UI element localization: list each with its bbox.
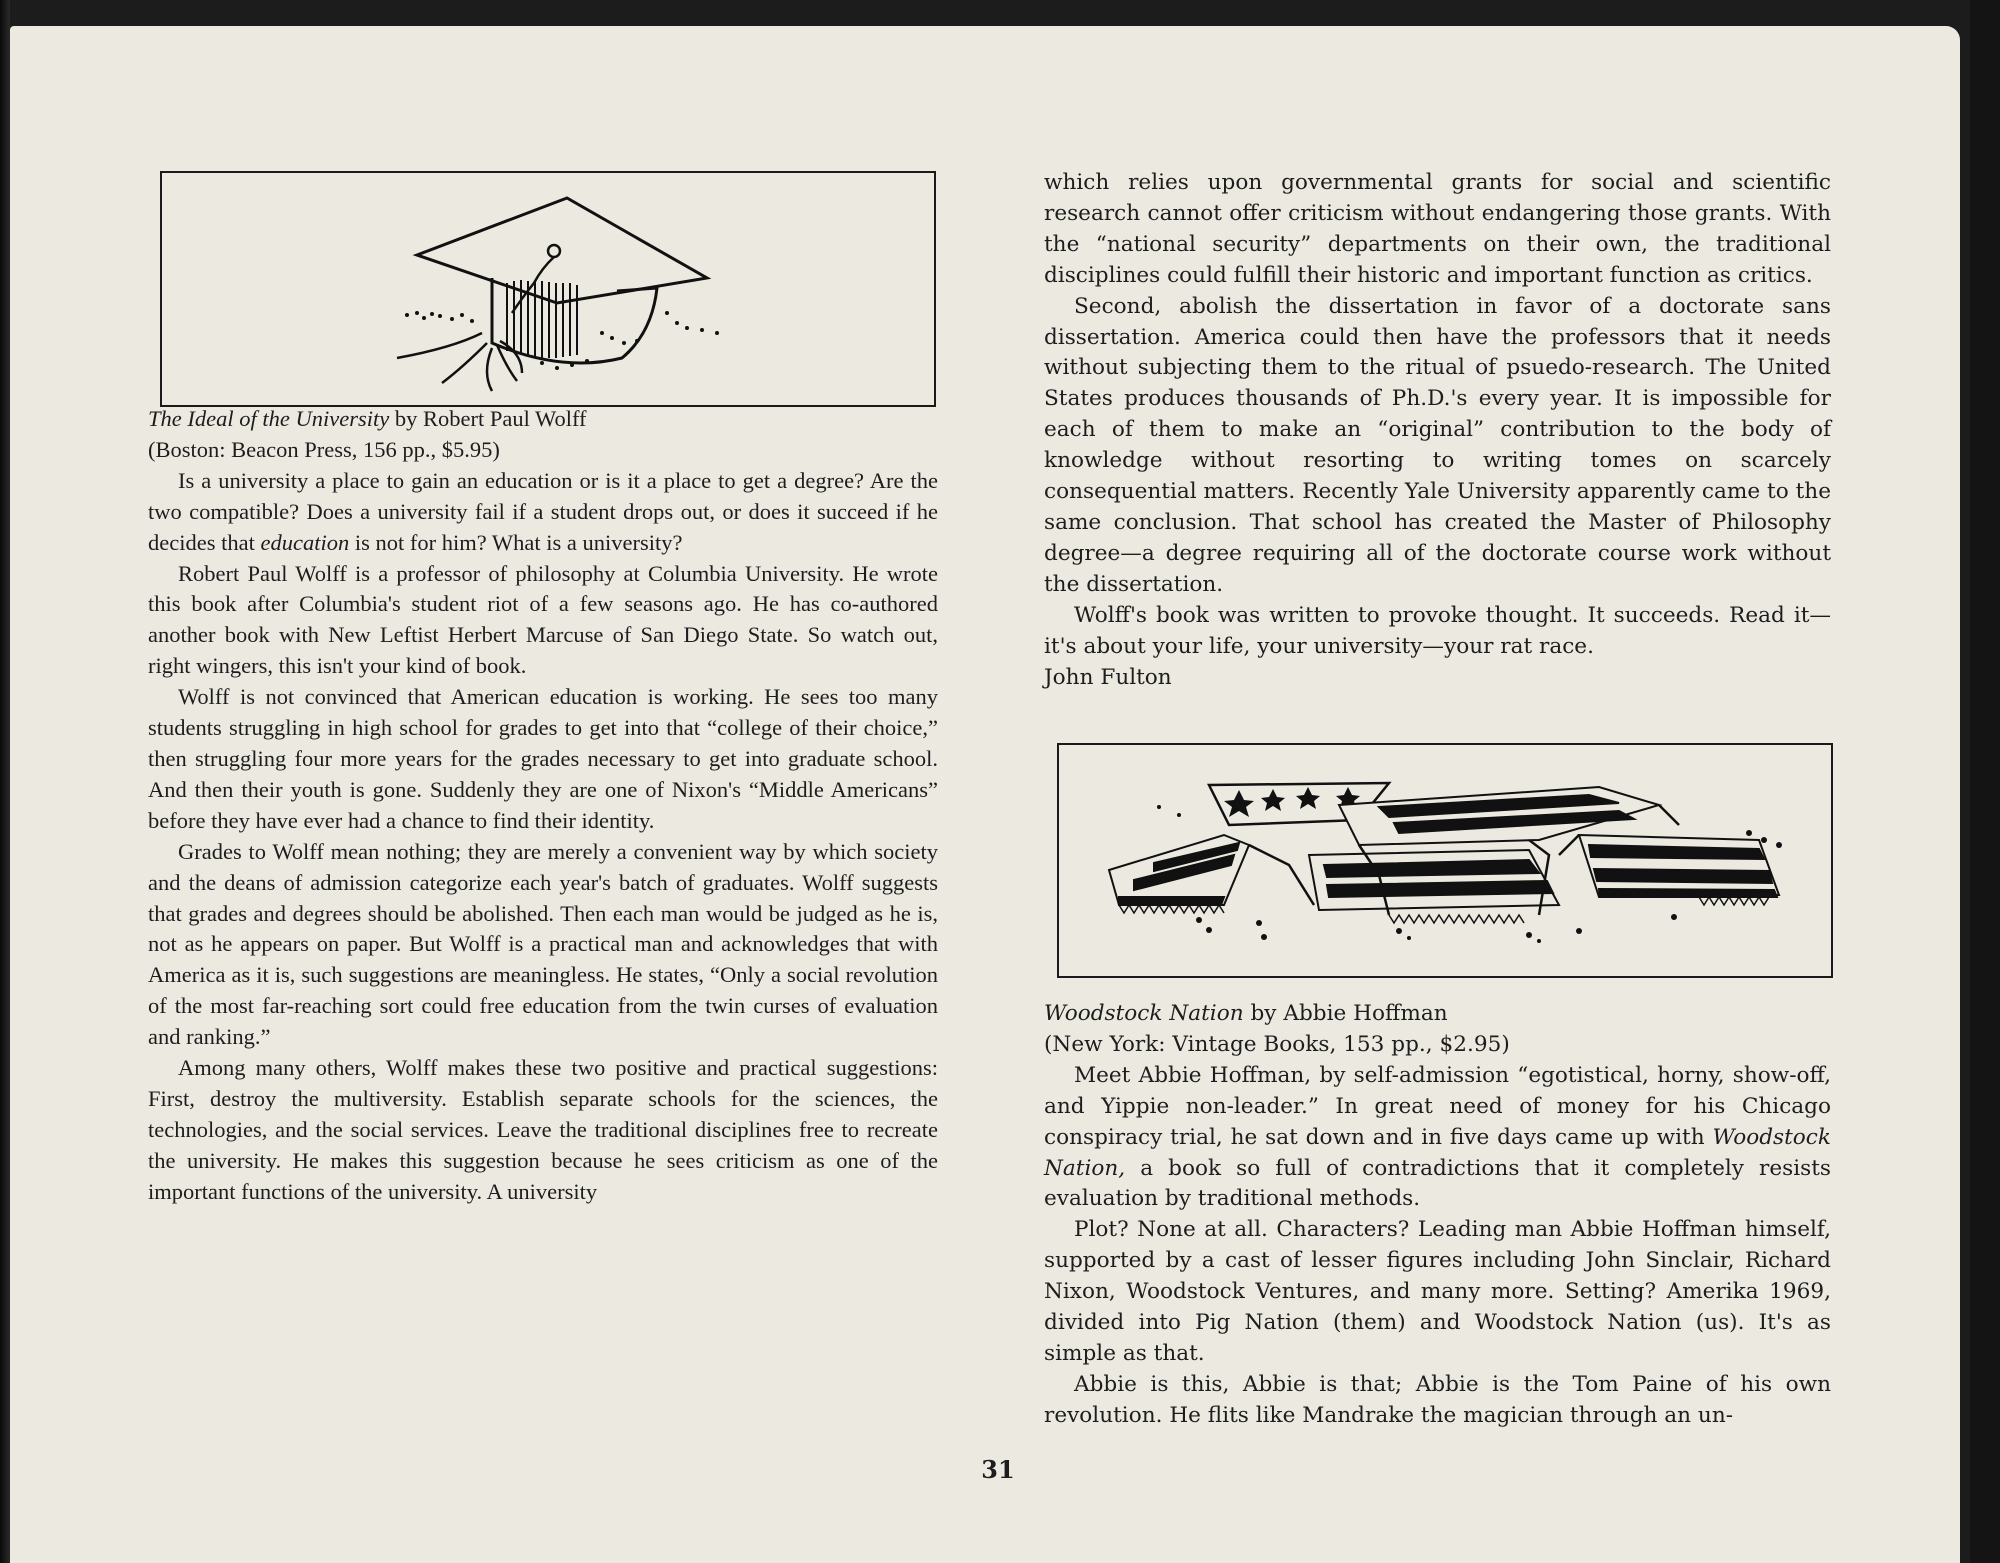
right-column-bottom — [1044, 999, 1831, 1432]
review1-signature: John Fulton — [1044, 664, 1172, 690]
review2-heading — [1044, 999, 1831, 1030]
review2-p1-text-b: a book so full of contradictions that it completely resists evaluation by traditional methods. — [1044, 1155, 1831, 1212]
review1-p1-text-b: is not for him? What is a university? — [349, 529, 683, 555]
review2-p1-emphasis: Woodstock Nation, — [1044, 1124, 1831, 1181]
torn-flag-illustration — [1057, 743, 1833, 978]
page-number: 31 — [981, 1455, 1015, 1484]
review2-p1-text-a: Meet Abbie Hoffman, by self-admission “egotistical, horny, show-off, and Yippie non-leader.” In great need of money for his Chicago conspiracy trial, he sat down and in five days came up with — [1044, 1062, 1831, 1150]
mortarboard-icon — [162, 173, 934, 405]
magazine-page — [10, 26, 1960, 1563]
review1-pubinfo: (Boston: Beacon Press, 156 pp., $5.95) — [148, 436, 500, 462]
review1-paragraph-5: Among many others, Wolff makes these two positive and practical suggestions: First, destroy the multiversity. Establish separate schools for the sciences, the technologies, and the social services. Leave the traditional disciplines free to recreate the university. He makes this suggestion because he sees criticism as one of the important functions of the university. A university — [148, 1055, 938, 1204]
review1-paragraph-3: Wolff is not convinced that American education is working. He sees too many students struggling in high school for grades to get into that “college of their choice,” then struggling four more years for the grades necessary to get into graduate school. And then their youth is gone. Suddenly they are one of Nixon's “Middle Americans” before they have ever had a chance to find their identity. — [148, 684, 938, 833]
left-column — [148, 404, 938, 1208]
review2-paragraph-1 — [1044, 1061, 1831, 1216]
review2-pubinfo: (New York: Vintage Books, 153 pp., $2.95) — [1044, 1031, 1510, 1057]
review1-paragraph-7: Wolff's book was written to provoke thought. It succeeds. Read it—it's about your life, your university—your rat race. — [1044, 602, 1831, 659]
review1-paragraph-5-continued: which relies upon governmental grants for social and scientific research cannot offer criticism without endangering those grants. With the “national security” departments on their own, the traditional disciplines could fulfill their historic and important function as critics. — [1044, 170, 1831, 288]
torn-flag-icon — [1059, 745, 1831, 976]
review1-paragraph-1 — [148, 466, 938, 559]
review2-paragraph-2: Plot? None at all. Characters? Leading man Abbie Hoffman himself, supported by a cast of lesser figures including John Sinclair, Richard Nixon, Woodstock Ventures, and many more. Setting? Amerika 1969, divided into Pig Nation (them) and Woodstock Nation (us). It's as simple as that. — [1044, 1217, 1831, 1366]
review1-paragraph-6: Second, abolish the dissertation in favor of a doctorate sans dissertation. America could then have the professors that it needs without subjecting them to the ritual of psuedo-research. The United States produces thousands of Ph.D.'s every year. It is impossible for each of them to make an “original” contribution to the body of knowledge without resorting to writing tomes on scarcely consequential matters. Recently Yale University apparently came to the same conclusion. That school has created the Master of Philosophy degree—a degree requiring all of the doctorate course work without the dissertation. — [1044, 293, 1831, 597]
review2-author: by Abbie Hoffman — [1243, 1001, 1448, 1026]
review1-book-title: The Ideal of the University — [148, 406, 390, 431]
book-edge — [1970, 0, 2000, 1563]
review1-p1-emphasis: education — [260, 529, 350, 555]
mortarboard-illustration — [160, 171, 936, 407]
right-column-top — [1044, 168, 1831, 693]
review1-paragraph-2: Robert Paul Wolff is a professor of philosophy at Columbia University. He wrote this book after Columbia's student riot of a few seasons ago. He has co-authored another book with New Leftist Herbert Marcuse of San Diego State. So watch out, right wingers, this isn't your kind of book. — [148, 560, 938, 679]
review2-book-title: Woodstock Nation — [1044, 1001, 1244, 1026]
review1-p1-text-a: Is a university a place to gain an education or is it a place to get a degree? Are the two compatible? Does a university fail if a student drops out, or does it succeed if he decides that — [148, 467, 938, 555]
review1-author: by Robert Paul Wolff — [389, 406, 587, 431]
review1-paragraph-4: Grades to Wolff mean nothing; they are merely a convenient way by which society and the deans of admission categorize each year's batch of graduates. Wolff suggests that grades and degrees should be abolished. Then each man would be judged as he is, not as he appears on paper. But Wolff is a practical man and acknowledges that with America as it is, such suggestions are meaningless. He states, “Only a social revolution of the most far-reaching sort could free education from the twin curses of evaluation and ranking.” — [148, 838, 938, 1050]
review2-paragraph-3: Abbie is this, Abbie is that; Abbie is the Tom Paine of his own revolution. He flits like Mandrake the magician through an un- — [1044, 1371, 1831, 1428]
book-gutter — [0, 0, 10, 1563]
review1-heading — [148, 404, 938, 435]
